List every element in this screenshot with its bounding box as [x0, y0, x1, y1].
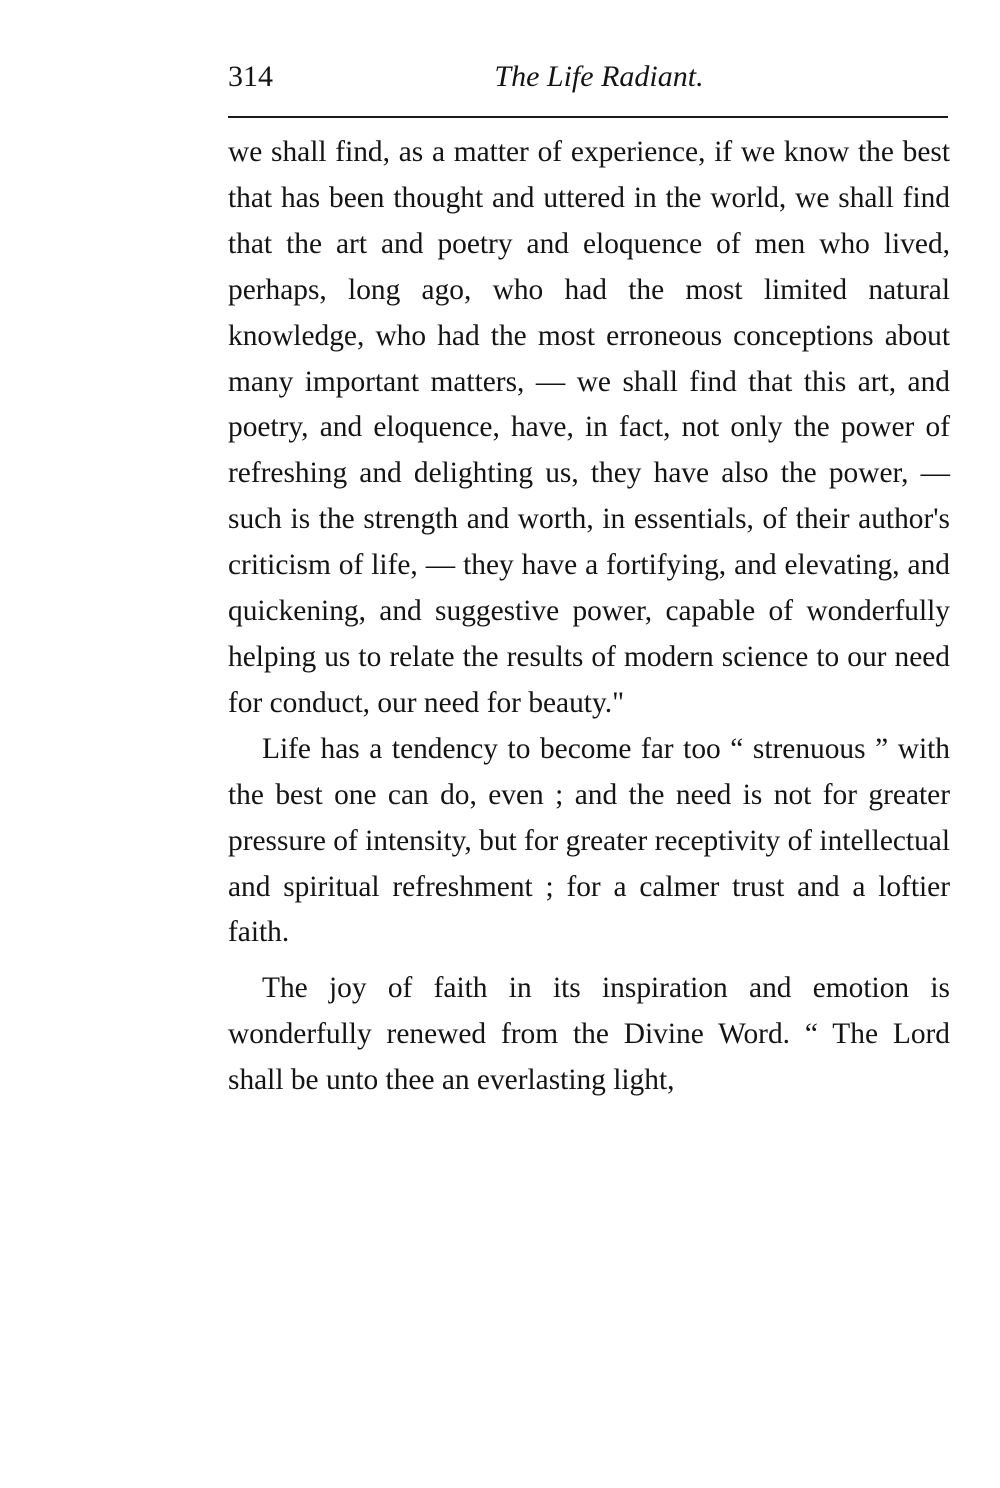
body-text [228, 130, 950, 1104]
running-title: The Life Radiant. [494, 60, 704, 93]
paragraph-continued: we shall find, as a matter of experience, if we know the best that has been thought and uttered in the world, we shall find that the art and poetry and eloquence of men who lived, perhaps, long ago, who had the most limited natural knowledge, who had the most erroneous conceptions about many important matters, — we shall find that this art, and poetry, and eloquence, have, in fact, not only the power of refreshing and delighting us, they have also the power, — such is the strength and worth, in essentials, of their author's criticism of life, — they have a fortifying, and elevating, and quickening, and suggestive power, capable of wonderfully helping us to relate the results of modern science to our need for conduct, our need for beauty." [228, 136, 950, 719]
paragraph-strenuous: Life has a tendency to become far too “ strenuous ” with the best one can do, even ; and the need is not for greater pressure of intensity, but for greater receptivity of intellectual and spiritual refreshment ; for a calmer trust and a loftier faith. [228, 732, 950, 949]
page-number: 314 [228, 60, 273, 93]
running-head [228, 52, 950, 102]
book-page [228, 52, 950, 1104]
paragraph-joy-of-faith: The joy of faith in its inspiration and emotion is wonderfully renewed from the Divine Word. “ The Lord shall be unto thee an everlasting light, [228, 972, 950, 1097]
header-rule [228, 116, 948, 118]
